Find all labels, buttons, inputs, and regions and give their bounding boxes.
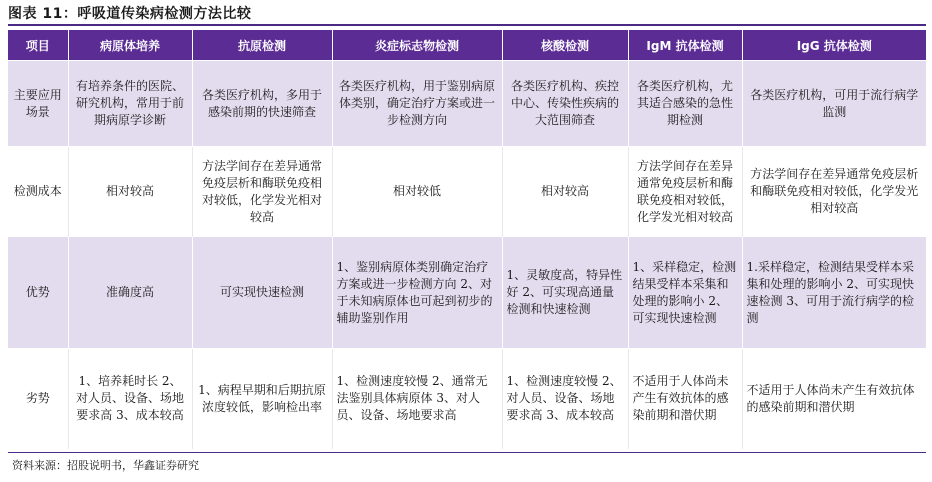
header-item: 项目	[8, 30, 68, 61]
row-label: 主要应用场景	[8, 61, 68, 147]
table-cell: 1、检测速度较慢 2、通常无法鉴别具体病原体 3、对人员、设备、场地要求高	[332, 349, 502, 449]
table-cell: 相对较低	[332, 147, 502, 237]
table-cell: 各类医疗机构，尤其适合感染的急性期检测	[628, 61, 742, 147]
table-cell: 方法学间存在差异通常免疫层析和酶联免疫相对较低，化学发光相对较高	[192, 147, 332, 237]
table-row	[8, 147, 926, 237]
comparison-table	[8, 30, 926, 449]
figure-title: 图表 11：呼吸道传染病检测方法比较	[8, 6, 252, 22]
table-cell: 各类医疗机构，用于鉴别病原体类别，确定治疗方案或进一步检测方向	[332, 61, 502, 147]
table-cell: 相对较高	[502, 147, 628, 237]
header-igm: IgM 抗体检测	[628, 30, 742, 61]
header-nucleic-acid: 核酸检测	[502, 30, 628, 61]
table-cell: 有培养条件的医院、研究机构，常用于前期病原学诊断	[68, 61, 192, 147]
table-cell: 1、病程早期和后期抗原浓度较低，影响检出率	[192, 349, 332, 449]
header-inflammation: 炎症标志物检测	[332, 30, 502, 61]
header-antigen: 抗原检测	[192, 30, 332, 61]
table-row	[8, 349, 926, 449]
table-cell: 各类医疗机构，可用于流行病学监测	[742, 61, 926, 147]
table-cell: 不适用于人体尚未产生有效抗体的感染前期和潜伏期	[628, 349, 742, 449]
table-cell: 1、采样稳定，检测结果受样本采集和处理的影响小 2、可实现快速检测	[628, 237, 742, 349]
table-cell: 1、灵敏度高，特异性好 2、可实现高通量检测和快速检测	[502, 237, 628, 349]
title-rule	[8, 24, 926, 26]
table-header-row	[8, 30, 926, 61]
table-cell: 方法学间存在差异通常免疫层析和酶联免疫相对较低，化学发光相对较高	[742, 147, 926, 237]
table-cell: 方法学间存在差异通常免疫层析和酶联免疫相对较低，化学发光相对较高	[628, 147, 742, 237]
row-label: 劣势	[8, 349, 68, 449]
bottom-rule	[8, 452, 926, 453]
table-cell: 各类医疗机构，多用于感染前期的快速筛查	[192, 61, 332, 147]
source-note: 资料来源：招股说明书，华鑫证券研究	[12, 459, 199, 472]
table-cell: 可实现快速检测	[192, 237, 332, 349]
table-cell: 相对较高	[68, 147, 192, 237]
row-label: 优势	[8, 237, 68, 349]
header-igg: IgG 抗体检测	[742, 30, 926, 61]
row-label: 检测成本	[8, 147, 68, 237]
table-cell: 各类医疗机构、疾控中心、传染性疾病的大范围筛查	[502, 61, 628, 147]
table-cell: 1、鉴别病原体类别确定治疗方案或进一步检测方向 2、对于未知病原体也可起到初步的辅助鉴别作用	[332, 237, 502, 349]
table-row	[8, 237, 926, 349]
table-cell: 准确度高	[68, 237, 192, 349]
table-cell: 1、培养耗时长 2、对人员、设备、场地要求高 3、成本较高	[68, 349, 192, 449]
table-cell: 1.采样稳定，检测结果受样本采集和处理的影响小 2、可实现快速检测 3、可用于流行病学的检测	[742, 237, 926, 349]
table-cell: 1、检测速度较慢 2、对人员、设备、场地要求高 3、成本较高	[502, 349, 628, 449]
header-culture: 病原体培养	[68, 30, 192, 61]
table-row	[8, 61, 926, 147]
table-cell: 不适用于人体尚未产生有效抗体的感染前期和潜伏期	[742, 349, 926, 449]
